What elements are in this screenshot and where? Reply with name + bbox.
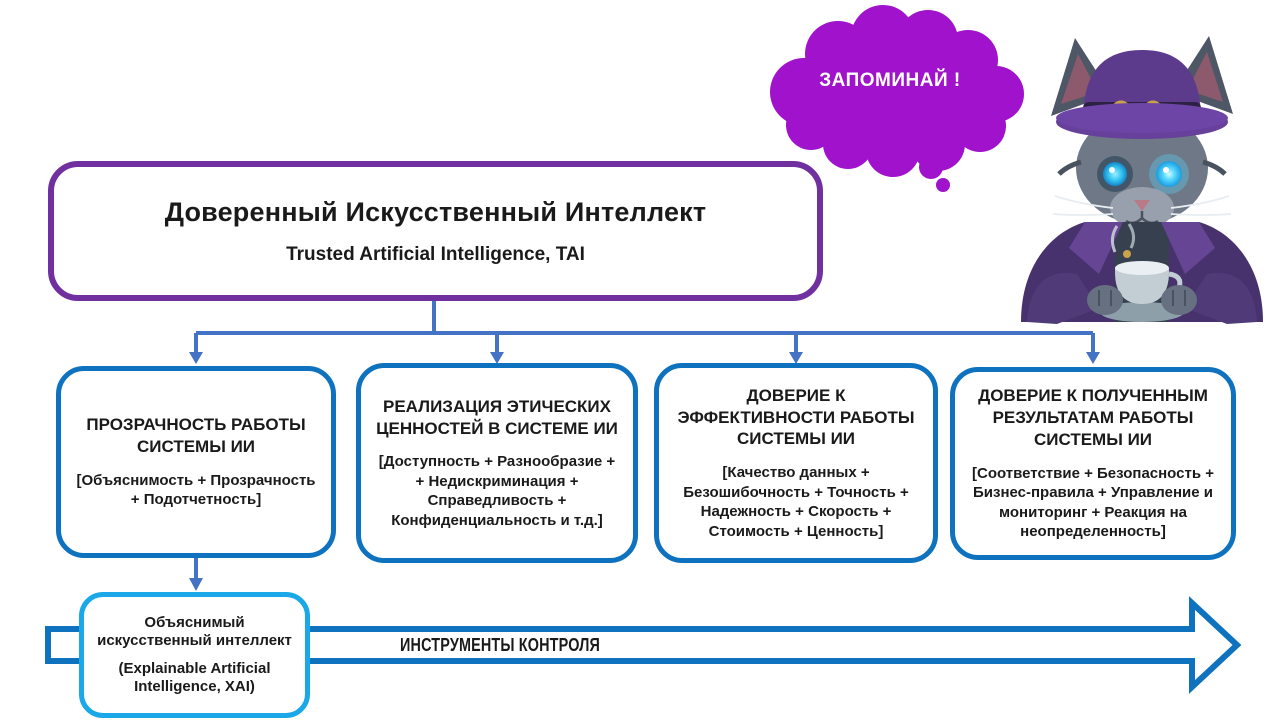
branch-title: ДОВЕРИЕ К ЭФФЕКТИВНОСТИ РАБОТЫ СИСТЕМЫ ИИ bbox=[677, 385, 915, 449]
branch-box-results bbox=[950, 367, 1236, 560]
page-subtitle: Trusted Artificial Intelligence, TAI bbox=[286, 243, 585, 265]
control-arrow-label: ИНСТРУМЕНТЫ КОНТРОЛЯ bbox=[400, 634, 600, 655]
cat-eye-right bbox=[1156, 161, 1182, 187]
cat-image bbox=[1003, 16, 1275, 336]
tree-connector bbox=[196, 301, 1093, 353]
cat-eye-left bbox=[1103, 162, 1127, 186]
branch-box-ethics bbox=[356, 363, 638, 563]
page-title: Доверенный Искусственный Интеллект bbox=[164, 196, 707, 227]
cat-paw-right bbox=[1161, 285, 1197, 315]
xai-title: Объяснимый искусственный интеллект bbox=[97, 613, 292, 650]
branch-title: РЕАЛИЗАЦИЯ ЭТИЧЕСКИХ ЦЕННОСТЕЙ В СИСТЕМЕ ИИ bbox=[376, 396, 618, 438]
branch-detail: [Качество данных + Безошибочность + Точность + Надежность + Скорость + Стоимость + Ценность] bbox=[683, 464, 909, 540]
xai-subtitle: (Explainable Artificial Intelligence, XAI) bbox=[118, 659, 271, 695]
branch-detail: [Соответствие + Безопасность + Бизнес-правила + Управление и мониторинг + Реакция на неопределенность] bbox=[972, 464, 1214, 541]
cat-paw-left bbox=[1087, 285, 1123, 315]
branch-detail: [Объяснимость + Прозрачность + Подотчетность] bbox=[76, 471, 316, 509]
thought-bubble-icon bbox=[752, 4, 1028, 204]
branch-box-transparency bbox=[56, 366, 336, 558]
bubble-label: ЗАПОМИНАЙ ! bbox=[819, 70, 961, 91]
branch-box-effectiveness bbox=[654, 363, 938, 563]
branch-detail: [Доступность + Разнообразие + + Недискриминация + Справедливость + Конфиденциальность и т.д.] bbox=[378, 453, 616, 529]
branch-title: ПРОЗРАЧНОСТЬ РАБОТЫ СИСТЕМЫ ИИ bbox=[86, 415, 306, 456]
xai-box bbox=[79, 592, 310, 718]
branch-title: ДОВЕРИЕ К ПОЛУЧЕННЫМ РЕЗУЛЬТАТАМ РАБОТЫ СИСТЕМЫ ИИ bbox=[978, 386, 1208, 449]
title-box bbox=[48, 161, 823, 301]
